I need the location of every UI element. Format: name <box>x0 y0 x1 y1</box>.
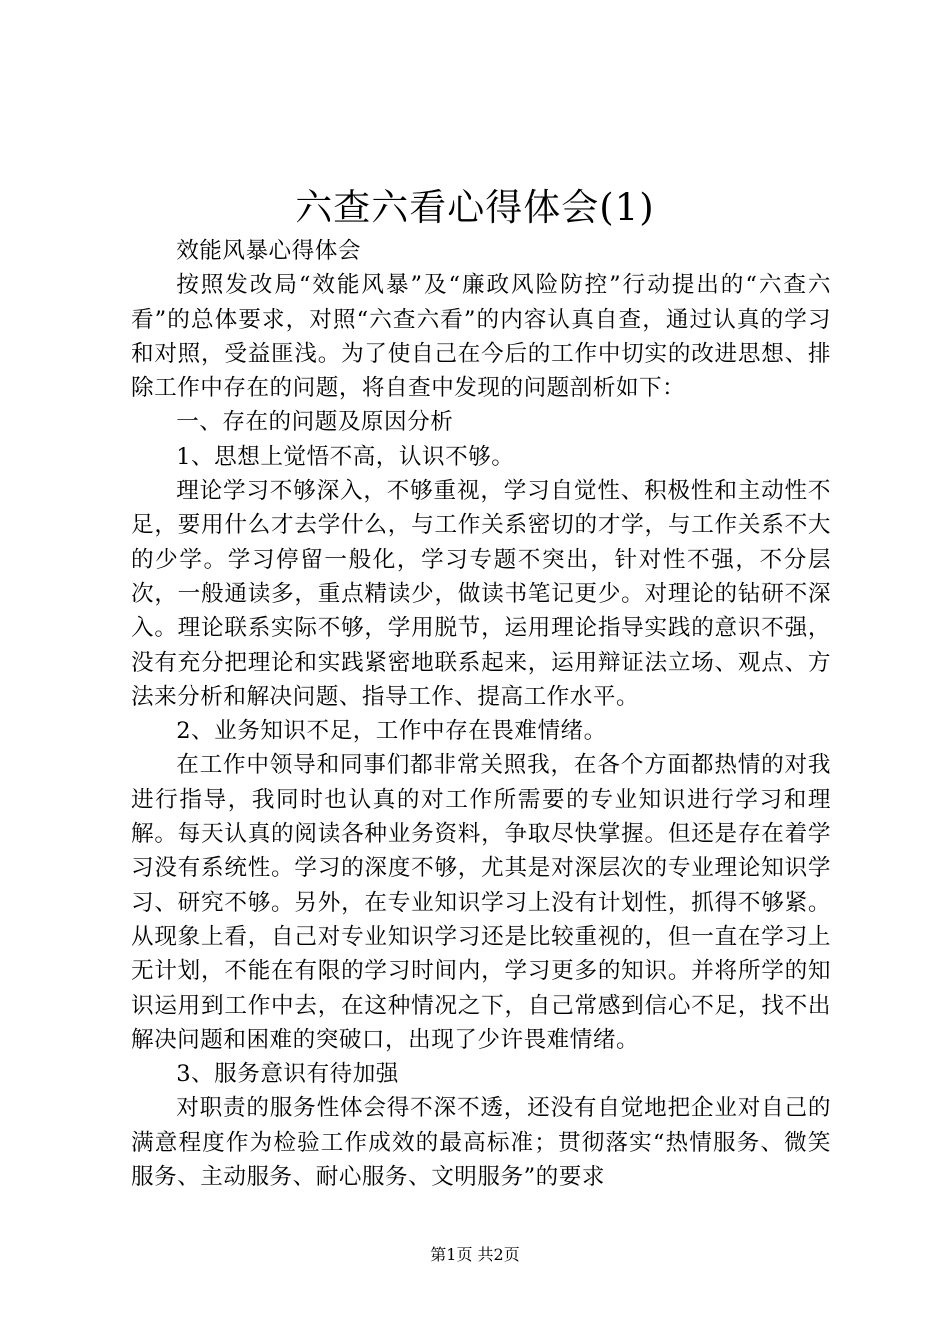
document-body <box>131 234 831 1194</box>
subsection-heading-2: 2、业务知识不足，工作中存在畏难情绪。 <box>176 718 607 745</box>
section-heading-1: 一、存在的问题及原因分析 <box>176 409 454 436</box>
page-number-footer: 第1页 共2页 <box>430 1245 520 1264</box>
paragraph-business-knowledge: 在工作中领导和同事们都非常关照我，在各个方面都热情的对我进行指导，我同时也认真的对工作所需要的专业知识进行学习和理解。每天认真的阅读各种业务资料，争取尽快掌握。但还是存在着学习没有系统性。学习的深度不够，尤其是对深层次的专业理论知识学习、研究不够。另外，在专业知识学习上没有计划性，抓得不够紧。从现象上看，自己对专业知识学习还是比较重视的，但一直在学习上无计划，不能在有限的学习时间内，学习更多的知识。并将所学的知识运用到工作中去，在这种情况之下，自己常感到信心不足，找不出解决问题和困难的突破口，出现了少许畏难情绪。 <box>131 752 831 1053</box>
document-title: 六查六看心得体会(1) <box>295 186 655 229</box>
paragraph-subtitle: 效能风暴心得体会 <box>176 238 361 264</box>
paragraph-theory-study: 理论学习不够深入，不够重视，学习自觉性、积极性和主动性不足，要用什么才去学什么，与工作关系密切的才学，与工作关系不大的少学。学习停留一般化，学习专题不突出，针对性不强，不分层次，一般通读多，重点精读少，做读书笔记更少。对理论的钻研不深入。理论联系实际不够，学用脱节，运用理论指导实践的意识不强，没有充分把理论和实践紧密地联系起来，运用辩证法立场、观点、方法来分析和解决问题、指导工作、提高工作水平。 <box>131 478 831 710</box>
subsection-heading-3: 3、服务意识有待加强 <box>176 1061 399 1088</box>
paragraph-service-awareness: 对职责的服务性体会得不深不透，还没有自觉地把企业对自己的满意程度作为检验工作成效的最高标准；贯彻落实“热情服务、微笑服务、主动服务、耐心服务、文明服务”的要求 <box>131 1095 831 1191</box>
paragraph-intro: 按照发改局“效能风暴”及“廉政风险防控”行动提出的“六查六看”的总体要求，对照“六查六看”的内容认真自查，通过认真的学习和对照，受益匪浅。为了使自己在今后的工作中切实的改进思想、排除工作中存在的问题，将自查中发现的问题剖析如下： <box>131 272 831 402</box>
subsection-heading-1: 1、思想上觉悟不高，认识不够。 <box>176 443 515 470</box>
